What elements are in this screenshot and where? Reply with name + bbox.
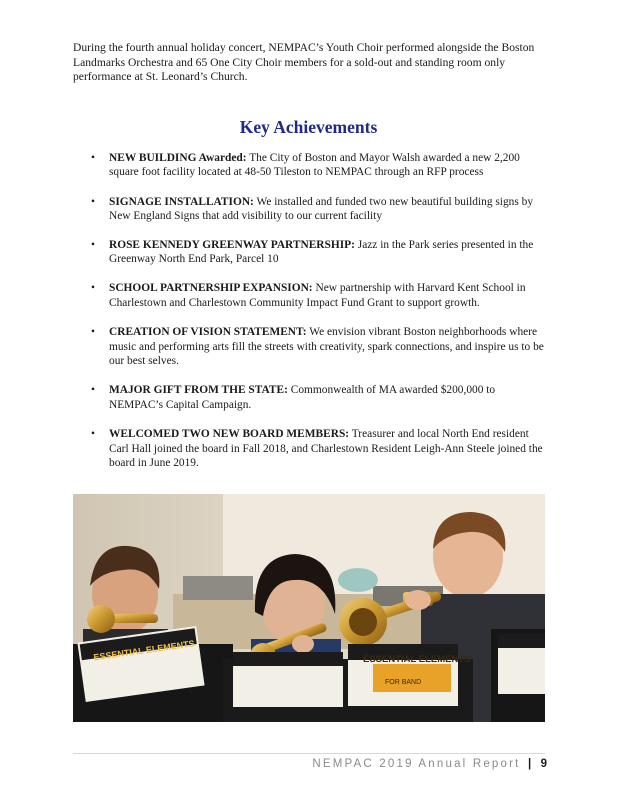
bullet: •	[91, 384, 95, 397]
list-item	[91, 151, 551, 180]
item-title: MAJOR GIFT FROM THE STATE:	[109, 384, 288, 397]
item-text: The City of Boston and Mayor Walsh awarded a new 2,200 square foot facility located at 48-50 Tileston to NEMPAC through an RFP process	[109, 152, 520, 179]
item-text: New partnership with Harvard Kent School in Charlestown and Charlestown Community Impact Fund Grant to support growth.	[109, 282, 526, 309]
item-text: We installed and funded two new beautiful building signs by New England Signs that add visibility to our current facility	[109, 195, 534, 223]
photo-illustration	[73, 494, 545, 722]
item-text: Commonwealth of MA awarded $200,000 to NEMPAC’s Capital Campaign.	[109, 384, 496, 411]
bullet: •	[91, 326, 95, 339]
item-title: NEW BUILDING Awarded:	[109, 152, 247, 164]
book-title-left: ESSENTIAL ELEMENTS	[92, 638, 196, 663]
footer-separator: |	[527, 758, 532, 770]
item-text: Jazz in the Park series presented in the Greenway North End Park, Parcel 10	[109, 238, 534, 266]
item-text: Treasurer and local North End resident Carl Hall joined the board in Fall 2018, and Charlestown Resident Leigh-Ann Steele joined the board in June 2019.	[109, 428, 543, 470]
list-item	[91, 238, 551, 267]
bullet: •	[91, 282, 95, 295]
list-item	[91, 427, 551, 470]
achievements-list	[91, 151, 551, 471]
bullet: •	[91, 428, 95, 441]
page-number: 9	[540, 758, 547, 770]
report-label: NEMPAC 2019 Annual Report	[312, 758, 521, 770]
page-footer	[312, 758, 547, 770]
book-subtitle: FOR BAND	[385, 679, 422, 686]
list-item	[91, 383, 551, 412]
band-students-photo	[73, 494, 545, 722]
item-title: SCHOOL PARTNERSHIP EXPANSION:	[109, 282, 313, 295]
list-item	[91, 195, 551, 224]
bullet: •	[91, 152, 95, 164]
item-title: ROSE KENNEDY GREENWAY PARTNERSHIP:	[109, 238, 355, 251]
item-text: We envision vibrant Boston neighborhoods where music and performing arts fill the streets with creativity, spark connections, and inspire us to be our best selves.	[109, 326, 544, 368]
footer-divider	[73, 753, 545, 754]
item-title: SIGNAGE INSTALLATION:	[109, 195, 254, 208]
section-heading: Key Achievements	[239, 117, 378, 137]
bullet: •	[91, 195, 95, 208]
book-title-center: ESSENTIAL ELEMENTS	[363, 654, 471, 665]
list-item	[91, 281, 551, 310]
list-item	[91, 325, 551, 368]
item-title: CREATION OF VISION STATEMENT:	[109, 326, 307, 339]
intro-paragraph: During the fourth annual holiday concert, NEMPAC’s Youth Choir performed alongside the Boston Landmarks Orchestra and 65 One City Choir members for a sold-out and standing room only performance at St. Leonard’s Church.	[73, 41, 535, 84]
item-title: WELCOMED TWO NEW BOARD MEMBERS:	[109, 428, 350, 441]
bullet: •	[91, 238, 95, 251]
